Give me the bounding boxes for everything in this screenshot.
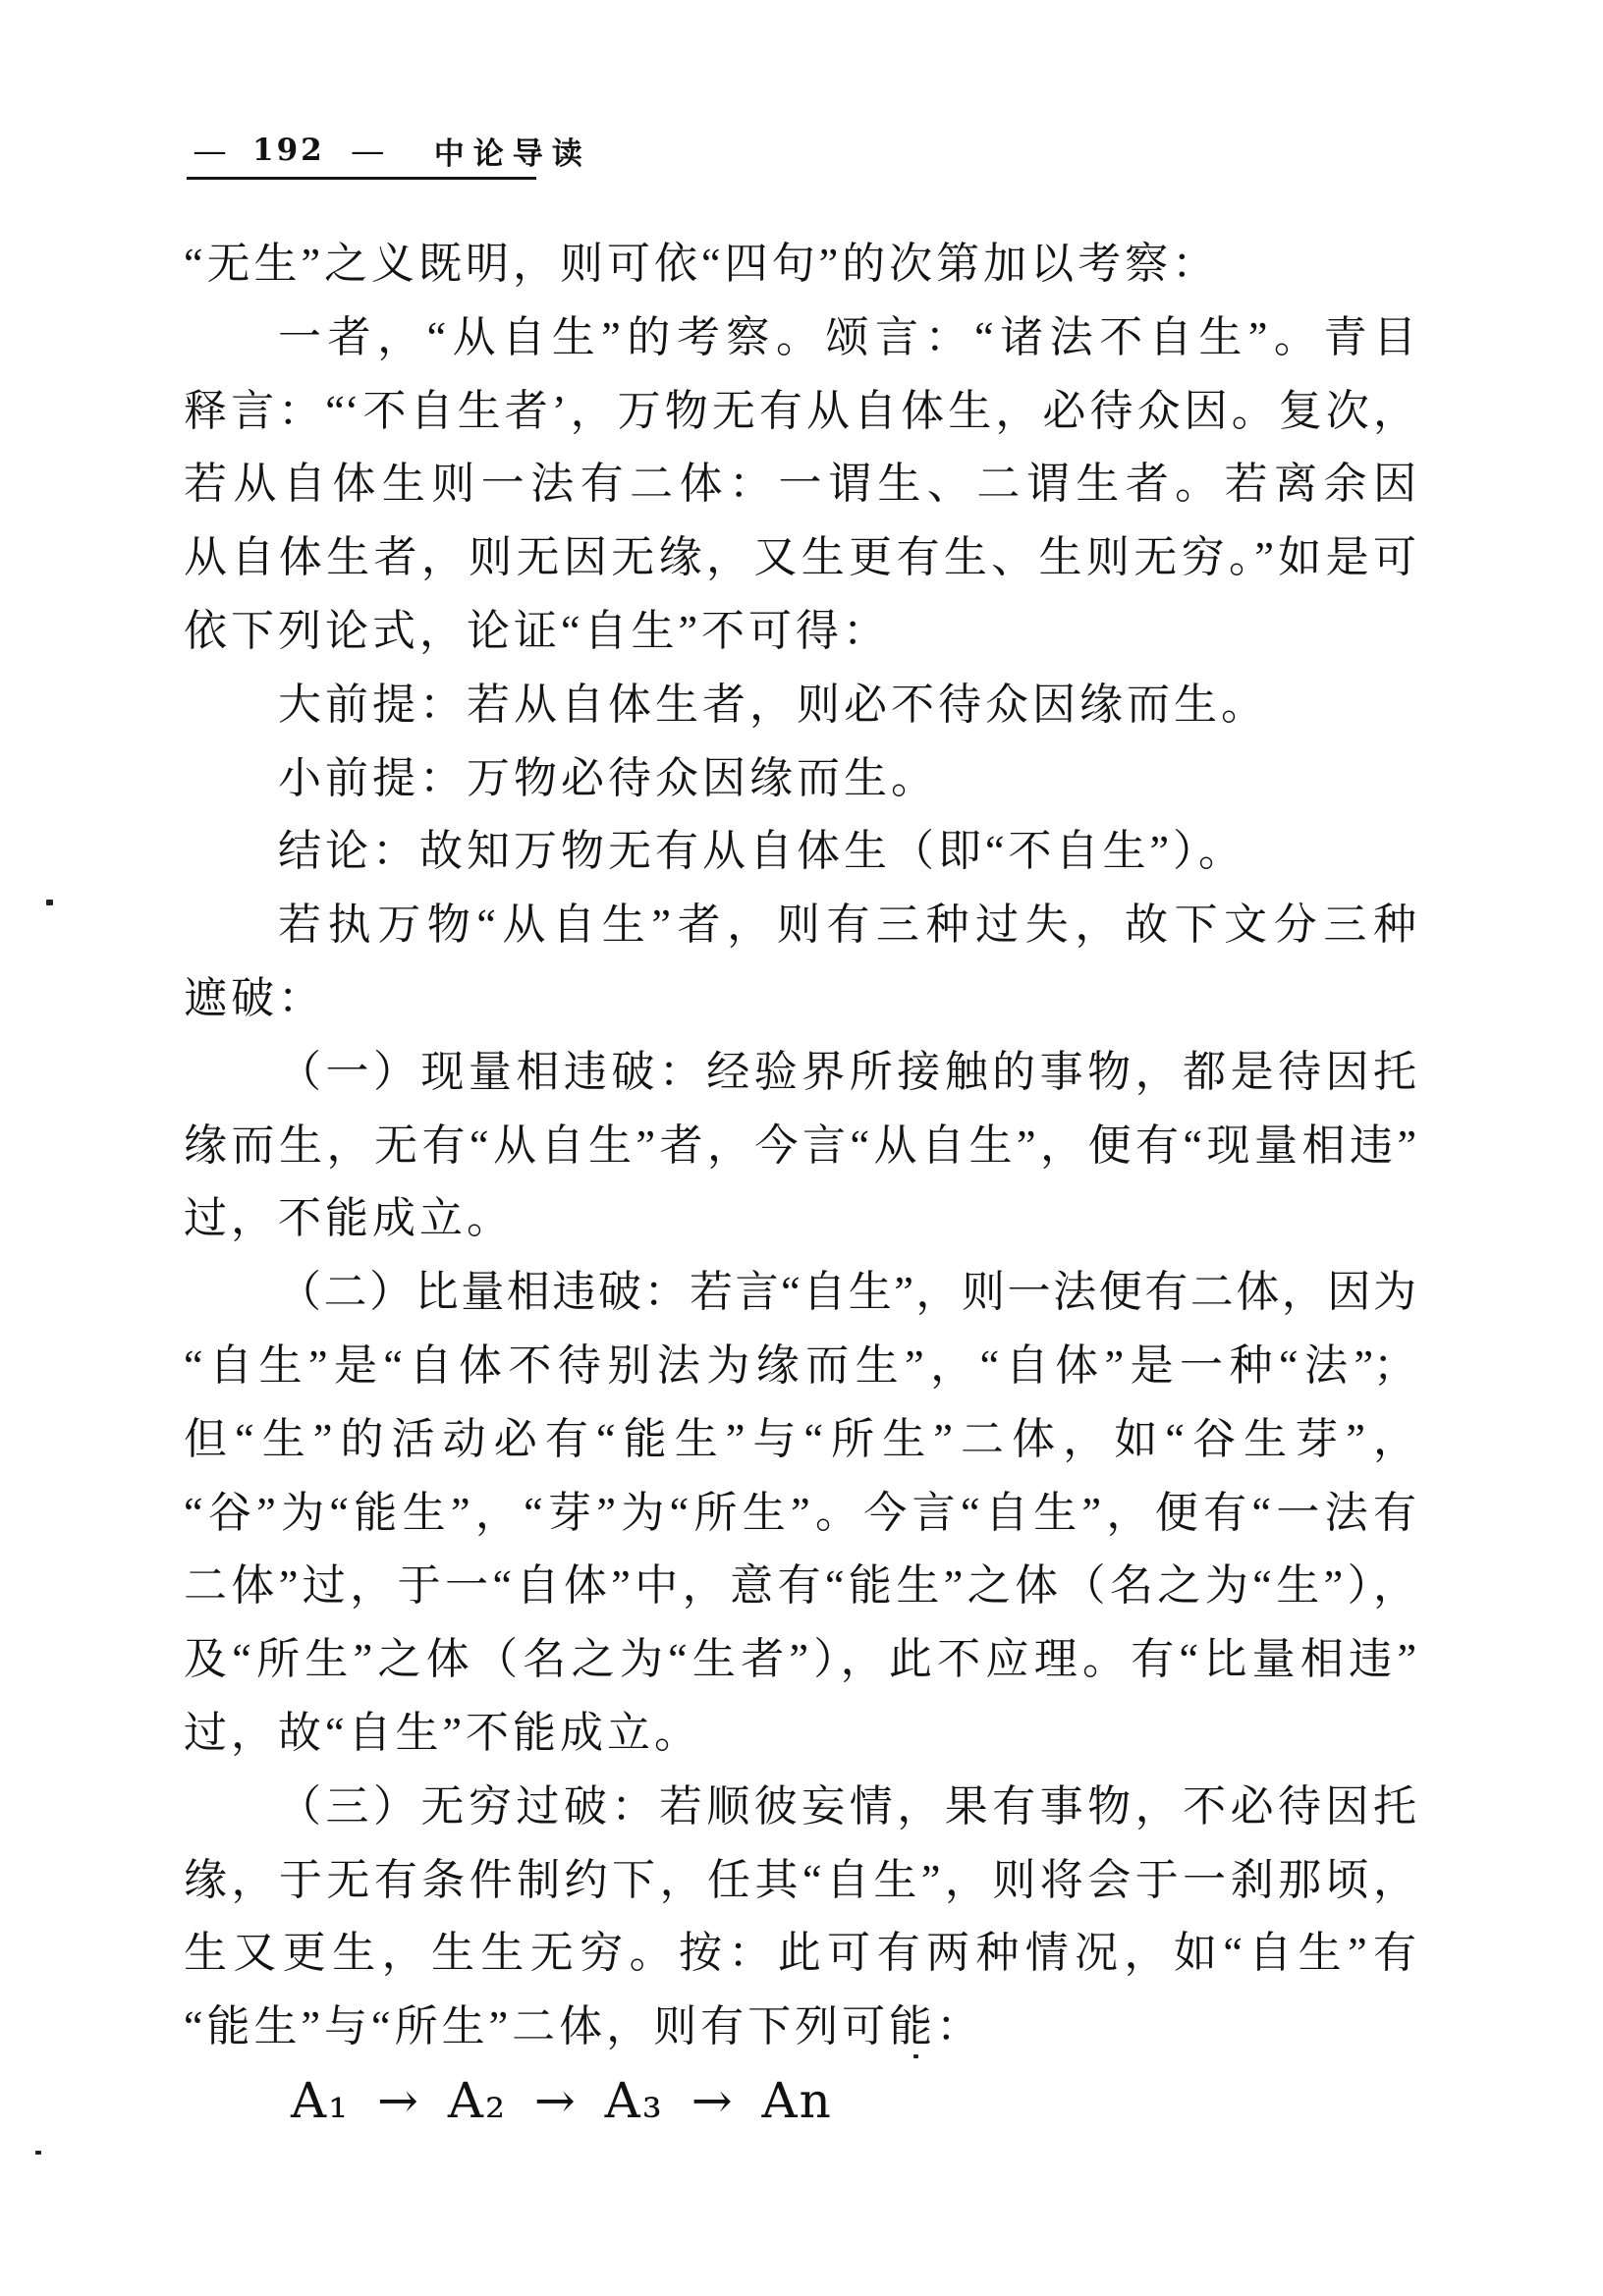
- body-line: 若执万物“从自生”者，则有三种过失，故下文分三种: [278, 901, 1416, 950]
- body-line: （三）无穷过破：若顺彼妄情，果有事物，不必待因托: [278, 1781, 1416, 1831]
- body-line: 小前提：万物必待众因缘而生。: [278, 753, 938, 802]
- body-line: 过，不能成立。: [184, 1194, 514, 1243]
- body-text: [184, 228, 1416, 2064]
- book-title: 中论导读: [433, 136, 591, 171]
- body-line: 一者，“从自生”的考察。颂言：“诸法不自生”。青目: [278, 312, 1416, 361]
- body-line: 二体”过，于一“自体”中，意有“能生”之体（名之为“生”），: [184, 1561, 1416, 1611]
- body-line: 依下列论式，论证“自生”不可得：: [184, 606, 891, 655]
- body-line: “自生”是“自体不待别法为缘而生”，“自体”是一种“法”；: [184, 1340, 1416, 1390]
- body-line: 缘而生，无有“从自生”者，今言“从自生”，便有“现量相违”: [184, 1121, 1416, 1170]
- header-dash-left: —: [194, 133, 225, 167]
- body-line: 遮破：: [184, 973, 325, 1022]
- header-rule: [187, 177, 536, 180]
- page-number: 192: [252, 133, 325, 168]
- scan-artifact-dot: [35, 2151, 41, 2155]
- body-line: “谷”为“能生”，“芽”为“所生”。今言“自生”，便有“一法有: [184, 1488, 1416, 1537]
- body-line: 释言：“‘不自生者’，万物无有从自体生，必待众因。复次，: [184, 386, 1416, 435]
- body-line: 若从自体生则一法有二体：一谓生、二谓生者。若离余因: [184, 460, 1416, 509]
- header-dash-right: —: [352, 133, 383, 167]
- body-line: 大前提：若从自体生者，则必不待众因缘而生。: [278, 680, 1268, 729]
- body-line: （二）比量相违破：若言“自生”，则一法便有二体，因为: [278, 1268, 1416, 1317]
- running-header: [194, 128, 591, 173]
- body-line: 但“生”的活动必有“能生”与“所生”二体，如“谷生芽”，: [184, 1414, 1416, 1463]
- body-line: “无生”之义既明，则可依“四句”的次第加以考察：: [184, 240, 1220, 288]
- body-line: 及“所生”之体（名之为“生者”），此不应理。有“比量相违”: [184, 1635, 1416, 1684]
- body-line: 过，故“自生”不能成立。: [184, 1708, 702, 1757]
- body-line: “能生”与“所生”二体，则有下列可能：: [184, 2002, 984, 2051]
- body-line: 生又更生，生生无穷。按：此可有两种情况，如“自生”有: [184, 1929, 1416, 1978]
- body-line: 从自体生者，则无因无缘，又生更有生、生则无穷。”如是可: [184, 533, 1416, 582]
- body-line: 结论：故知万物无有从自体生（即“不自生”）。: [278, 827, 1246, 876]
- formula-line: A₁ → A₂ → A₃ → An: [291, 2072, 833, 2129]
- body-line: 缘，于无有条件制约下，任其“自生”，则将会于一刹那顷，: [184, 1855, 1416, 1904]
- scan-artifact-dot: [913, 2054, 918, 2058]
- body-line: （一）现量相违破：经验界所接触的事物，都是待因托: [278, 1047, 1416, 1096]
- scan-artifact-dot: [46, 900, 53, 905]
